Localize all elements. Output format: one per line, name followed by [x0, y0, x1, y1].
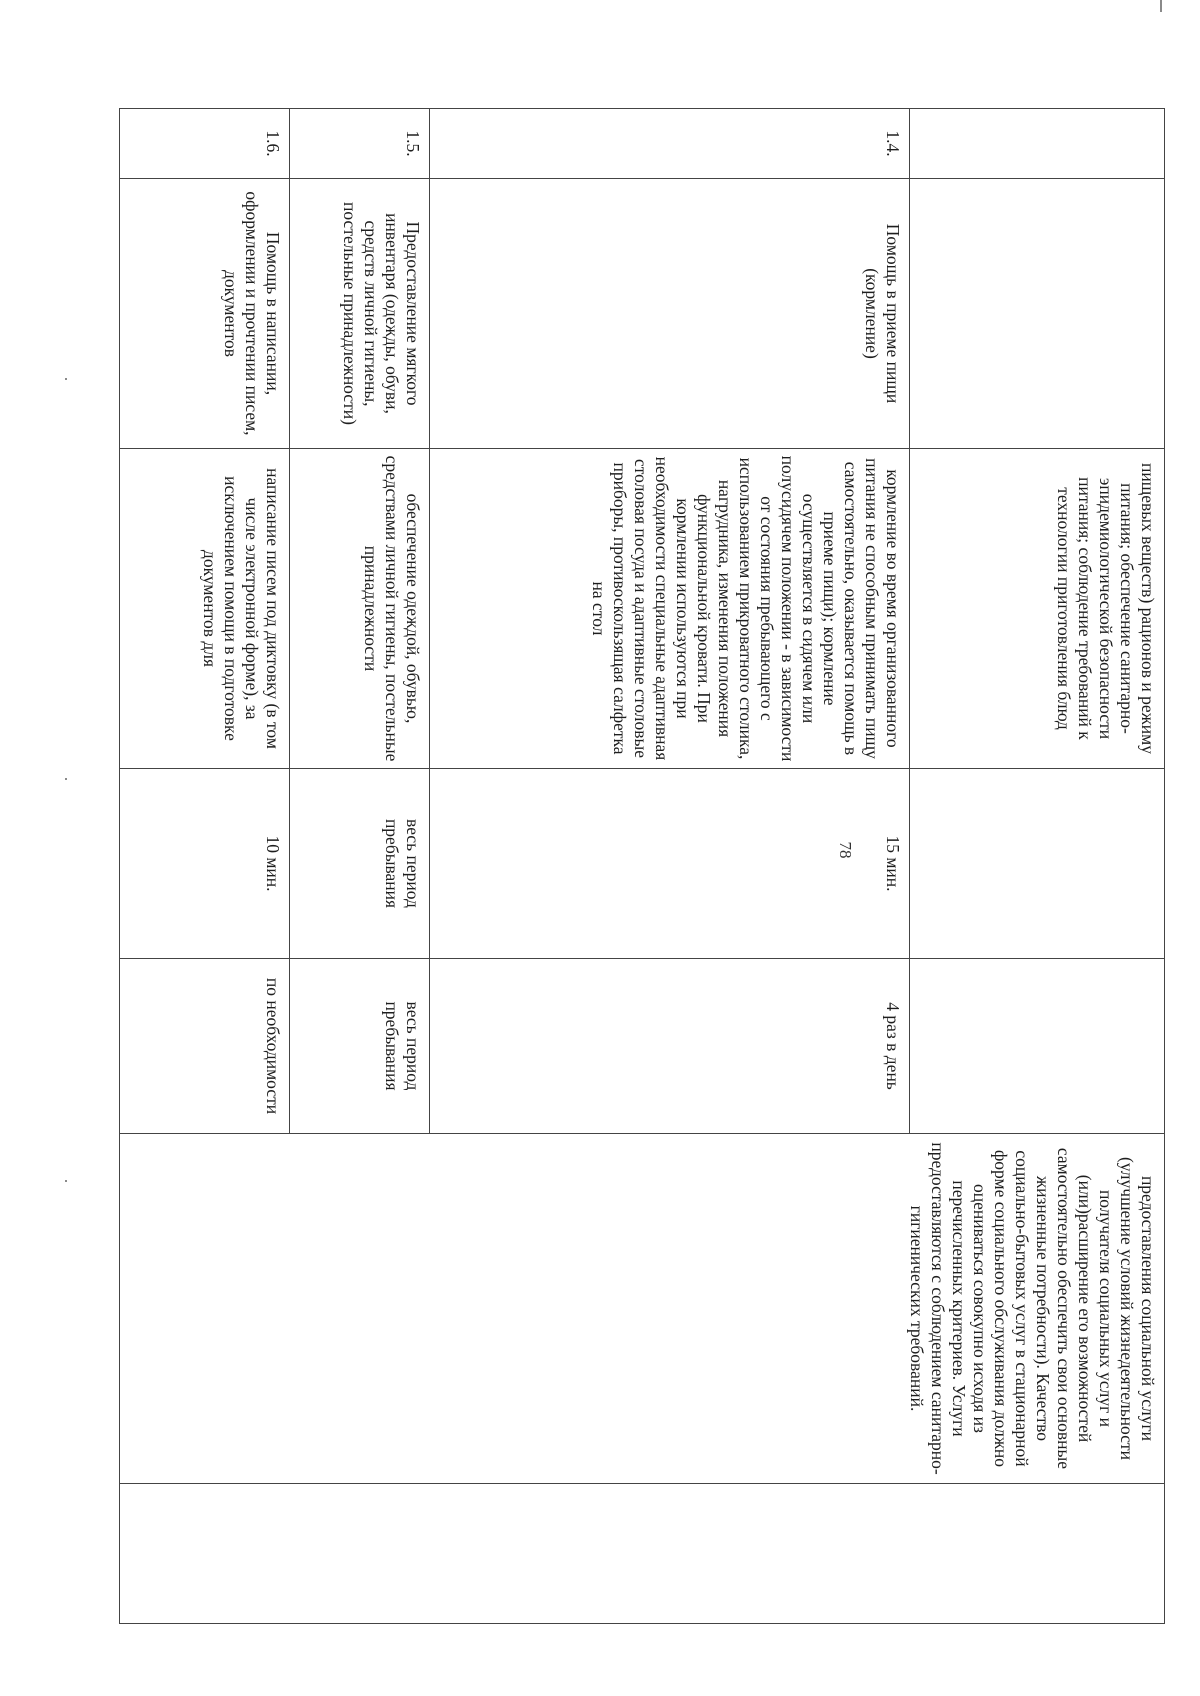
cell-service-name: Помощь в приеме пищи (кормление)	[430, 179, 910, 449]
cell-frequency: по необходимости	[120, 959, 290, 1134]
cell-notes-empty	[120, 1484, 1165, 1624]
cell-duration: весь период пребывания	[290, 769, 430, 959]
page-number: 78	[836, 841, 855, 859]
cell-duration-empty	[910, 769, 1165, 959]
cell-service-description: обеспечение одеждой, обувью, средствами личной гигиены, постельные принадлежности	[290, 449, 430, 769]
cell-description-continuation: пищевых веществ) рационов и режиму питания; обеспечение санитарно-эпидемиологической безопасности питания; соблюдение требований к технологии приготовления блюд	[910, 449, 1165, 769]
cell-duration: 10 мин.	[120, 769, 290, 959]
cell-frequency: 4 раз в день	[430, 959, 910, 1134]
cell-row-number: 1.4.	[430, 109, 910, 179]
cell-service-description: написание писем под диктовку (в том числе электронной форме), за исключением помощи в подготовке документов для	[120, 449, 290, 769]
cell-service-name: Помощь в написании, оформлении и прочтении писем, документов	[120, 179, 290, 449]
cell-service-description: кормление во время организованного питания не способным принимать пищу самостоятельно, оказывается помощь в приеме пищи); кормление осуществляется в сидячем или полусидячем положении - в зависимости от состояния пребывающего с использованием прикроватного столика, нагрудника, изменения положения функциональной кровати. При кормлении используются при необходимости специальные адаптивная столовая посуда и адаптивные столовые приборы, противоскользящая салфетка на стол	[430, 449, 910, 769]
table-row-continuation	[910, 109, 1165, 1624]
cell-row-number: 1.5.	[290, 109, 430, 179]
service-table	[119, 108, 1165, 1624]
cell-quality-criteria: предоставления социальной услуги (улучшение условий жизнедеятельности получателя социальных услуг и (или)расширение его возможностей самостоятельно обеспечить свои основные жизненные потребности). Качество социально-бытовых услуг в стационарной форме социального обслуживания должно оцениваться совокупно исходя из перечисленных критериев. Услуги предоставляются с соблюдением санитарно-гигиенических требований.	[120, 1134, 1165, 1484]
cell-frequency: весь период пребывания	[290, 959, 430, 1134]
cell-row-number: 1.6.	[120, 109, 290, 179]
cell-name-empty	[910, 179, 1165, 449]
cell-duration: 15 мин.	[430, 769, 910, 959]
cell-service-name: Предоставление мягкого инвентаря (одежды, обуви, средств личной гигиены, постельные принадлежности)	[290, 179, 430, 449]
cell-num-empty	[910, 109, 1165, 179]
cell-frequency-empty	[910, 959, 1165, 1134]
